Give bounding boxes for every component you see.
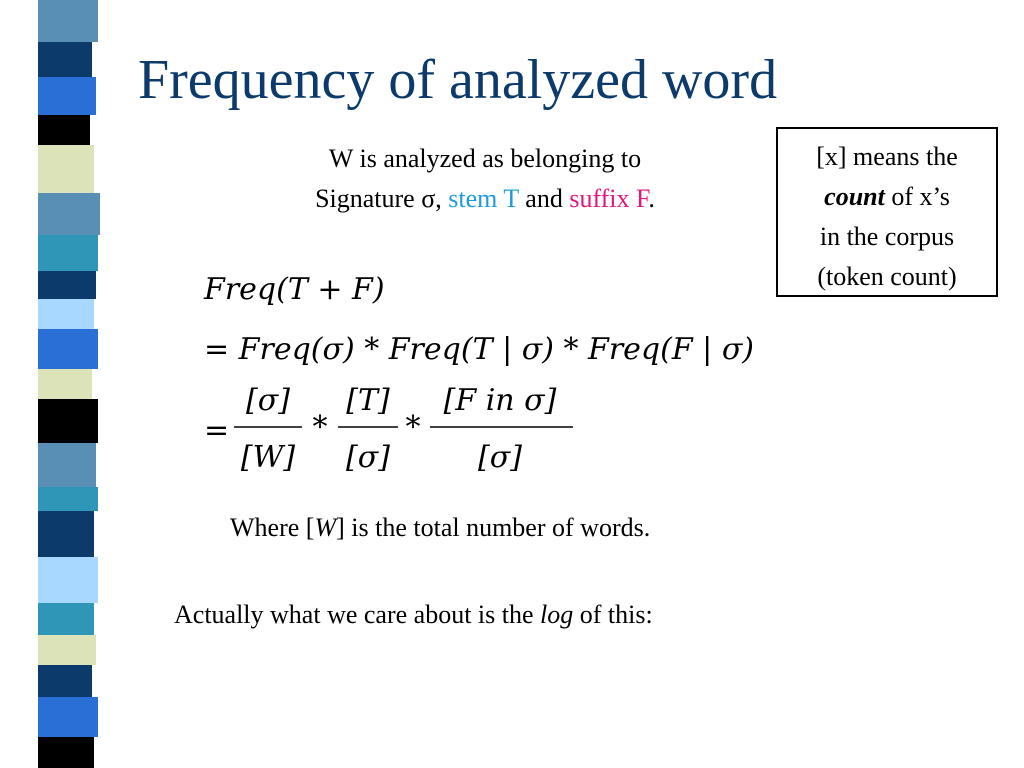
note-line-4: (token count)	[817, 262, 957, 291]
fraction-3-denominator: [σ]	[478, 440, 522, 475]
where-var: W	[314, 513, 337, 542]
formula-equals: =	[204, 413, 230, 448]
where-note	[230, 513, 650, 543]
formula-svg	[200, 262, 880, 482]
stripe-block	[38, 737, 94, 768]
formula-line-2: = Freq(σ) * Freq(T | σ) * Freq(F | σ)	[204, 332, 755, 367]
fraction-1-numerator: [σ]	[246, 383, 290, 418]
multiply-sign-1: *	[312, 410, 328, 445]
stripe-block	[38, 635, 96, 665]
where-prefix: Where [	[230, 513, 315, 542]
note-line-1: [x] means the	[816, 142, 958, 171]
stripe-block	[38, 665, 92, 697]
note-line-2-rest: of x’s	[884, 182, 950, 211]
stripe-block	[38, 115, 90, 145]
stripe-block	[38, 511, 94, 557]
fraction-2-numerator: [T]	[346, 383, 390, 418]
stripe-block	[38, 42, 92, 77]
intro-line-1: W is analyzed as belonging to	[328, 144, 642, 173]
stripe-block	[38, 443, 96, 487]
stripe-block	[38, 329, 98, 369]
multiply-sign-2: *	[405, 410, 421, 445]
note-count-word: count	[824, 182, 885, 211]
intro-period: .	[648, 184, 655, 213]
stem-text: stem T	[448, 184, 519, 213]
stripe-block	[38, 697, 98, 737]
stripe-block	[38, 193, 100, 235]
stripe-block	[38, 369, 92, 399]
note-line-2	[778, 177, 996, 217]
log-note-suffix: of this:	[573, 600, 653, 629]
fraction-1-denominator: [W]	[240, 440, 296, 475]
intro-text	[200, 139, 770, 219]
fraction-3-numerator: [F in σ]	[443, 383, 557, 418]
intro-line-2	[200, 179, 770, 219]
stripe-block	[38, 0, 98, 42]
and-text: and	[525, 184, 563, 213]
stripe-block	[38, 271, 96, 299]
log-note	[174, 600, 653, 630]
note-line-3: in the corpus	[819, 222, 955, 251]
log-word: log	[540, 600, 574, 629]
log-note-prefix: Actually what we care about is the	[174, 600, 541, 629]
where-suffix: ] is the total number of words.	[336, 513, 651, 542]
decorative-stripe	[0, 0, 118, 768]
slide-title: Frequency of analyzed word	[138, 49, 778, 111]
stripe-block	[38, 399, 98, 443]
stripe-block	[38, 603, 94, 635]
suffix-text: suffix F	[569, 184, 649, 213]
signature-text: Signature σ,	[315, 184, 442, 213]
stripe-block	[38, 77, 96, 115]
formula-line-1: Freq(T + F)	[204, 272, 385, 307]
stripe-block	[38, 235, 98, 271]
stripe-block	[38, 299, 94, 329]
fraction-2-denominator: [σ]	[346, 440, 390, 475]
stripe-block	[38, 487, 98, 511]
stripe-block	[38, 557, 98, 603]
formula-block	[200, 262, 880, 482]
stripe-block	[38, 145, 94, 193]
